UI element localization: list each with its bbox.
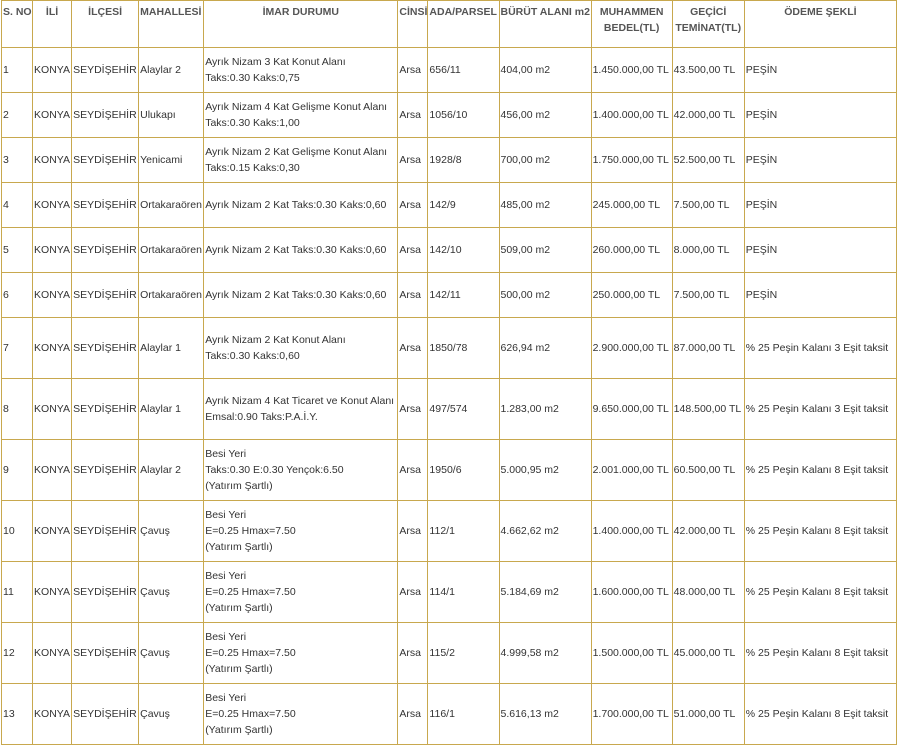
row-teminat: 43.500,00 TL bbox=[672, 48, 744, 93]
row-bedel: 260.000,00 TL bbox=[591, 228, 672, 273]
row-imar bbox=[204, 183, 398, 228]
row-ilce: SEYDİŞEHİR bbox=[72, 93, 139, 138]
col-sno: S. NO bbox=[2, 1, 33, 48]
row-odeme: PEŞİN bbox=[744, 183, 896, 228]
row-alan: 4.999,58 m2 bbox=[499, 623, 591, 684]
row-ada: 142/9 bbox=[428, 183, 499, 228]
row-ilce: SEYDİŞEHİR bbox=[72, 623, 139, 684]
row-mahalle: Çavuş bbox=[139, 684, 204, 745]
row-ilce: SEYDİŞEHİR bbox=[72, 562, 139, 623]
col-bedel bbox=[591, 1, 672, 48]
row-cins: Arsa bbox=[398, 379, 428, 440]
row-imar bbox=[204, 273, 398, 318]
imar-line: Besi Yeri bbox=[205, 631, 247, 643]
row-bedel: 1.400.000,00 TL bbox=[591, 93, 672, 138]
row-no: 7 bbox=[2, 318, 33, 379]
row-bedel: 250.000,00 TL bbox=[591, 273, 672, 318]
imar-line: Taks:0.15 Kaks:0,30 bbox=[205, 162, 300, 174]
row-ilce: SEYDİŞEHİR bbox=[72, 440, 139, 501]
row-il: KONYA bbox=[33, 138, 72, 183]
col-teminat-line2: TEMİNAT(TL) bbox=[675, 22, 742, 34]
imar-line: Besi Yeri bbox=[205, 448, 247, 460]
row-ada: 112/1 bbox=[428, 501, 499, 562]
row-ilce: SEYDİŞEHİR bbox=[72, 273, 139, 318]
row-ilce: SEYDİŞEHİR bbox=[72, 138, 139, 183]
imar-line: Ayrık Nizam 2 Kat Konut Alanı bbox=[205, 334, 346, 346]
row-odeme: % 25 Peşin Kalanı 3 Eşit taksit bbox=[744, 318, 896, 379]
row-no: 8 bbox=[2, 379, 33, 440]
row-odeme: % 25 Peşin Kalanı 3 Eşit taksit bbox=[744, 379, 896, 440]
col-ada: ADA/PARSEL bbox=[428, 1, 499, 48]
imar-line: Besi Yeri bbox=[205, 692, 247, 704]
row-teminat: 8.000,00 TL bbox=[672, 228, 744, 273]
imar-line: E=0.25 Hmax=7.50 bbox=[205, 647, 296, 659]
imar-line: (Yatırım Şartlı) bbox=[205, 663, 273, 675]
row-imar bbox=[204, 318, 398, 379]
table-row bbox=[2, 138, 897, 183]
imar-line: (Yatırım Şartlı) bbox=[205, 724, 273, 736]
row-ilce: SEYDİŞEHİR bbox=[72, 48, 139, 93]
row-teminat: 52.500,00 TL bbox=[672, 138, 744, 183]
table-row bbox=[2, 183, 897, 228]
row-cins: Arsa bbox=[398, 562, 428, 623]
imar-line: Taks:0.30 E:0.30 Yençok:6.50 bbox=[205, 464, 344, 476]
row-imar bbox=[204, 684, 398, 745]
col-imar: İMAR DURUMU bbox=[204, 1, 398, 48]
row-odeme: % 25 Peşin Kalanı 8 Eşit taksit bbox=[744, 684, 896, 745]
row-no: 9 bbox=[2, 440, 33, 501]
imar-line: Taks:0.30 Kaks:0,60 bbox=[205, 350, 300, 362]
row-ada: 142/11 bbox=[428, 273, 499, 318]
col-teminat-line1: GEÇİCİ bbox=[690, 6, 727, 18]
table-row bbox=[2, 93, 897, 138]
col-teminat bbox=[672, 1, 744, 48]
table-row bbox=[2, 562, 897, 623]
row-imar bbox=[204, 501, 398, 562]
row-mahalle: Alaylar 1 bbox=[139, 379, 204, 440]
col-alan: BÜRÜT ALANI m2 bbox=[499, 1, 591, 48]
imar-line: Besi Yeri bbox=[205, 570, 247, 582]
row-bedel: 1.500.000,00 TL bbox=[591, 623, 672, 684]
row-teminat: 51.000,00 TL bbox=[672, 684, 744, 745]
row-teminat: 42.000,00 TL bbox=[672, 501, 744, 562]
row-odeme: PEŞİN bbox=[744, 93, 896, 138]
row-alan: 509,00 m2 bbox=[499, 228, 591, 273]
row-ada: 1950/6 bbox=[428, 440, 499, 501]
row-mahalle: Yenicami bbox=[139, 138, 204, 183]
imar-line: E=0.25 Hmax=7.50 bbox=[205, 586, 296, 598]
row-odeme: PEŞİN bbox=[744, 138, 896, 183]
row-teminat: 7.500,00 TL bbox=[672, 273, 744, 318]
table-row bbox=[2, 684, 897, 745]
row-bedel: 1.600.000,00 TL bbox=[591, 562, 672, 623]
row-mahalle: Ortakaraören bbox=[139, 183, 204, 228]
row-cins: Arsa bbox=[398, 440, 428, 501]
row-no: 10 bbox=[2, 501, 33, 562]
row-alan: 500,00 m2 bbox=[499, 273, 591, 318]
row-il: KONYA bbox=[33, 684, 72, 745]
row-il: KONYA bbox=[33, 273, 72, 318]
imar-line: Ayrık Nizam 4 Kat Ticaret ve Konut Alanı bbox=[205, 395, 395, 407]
row-ilce: SEYDİŞEHİR bbox=[72, 379, 139, 440]
row-no: 4 bbox=[2, 183, 33, 228]
row-no: 1 bbox=[2, 48, 33, 93]
row-ada: 1850/78 bbox=[428, 318, 499, 379]
table-row bbox=[2, 501, 897, 562]
row-odeme: % 25 Peşin Kalanı 8 Eşit taksit bbox=[744, 440, 896, 501]
row-bedel: 1.700.000,00 TL bbox=[591, 684, 672, 745]
row-il: KONYA bbox=[33, 183, 72, 228]
row-cins: Arsa bbox=[398, 138, 428, 183]
col-bedel-line1: MUHAMMEN bbox=[599, 6, 664, 18]
row-il: KONYA bbox=[33, 562, 72, 623]
row-ada: 114/1 bbox=[428, 562, 499, 623]
row-odeme: % 25 Peşin Kalanı 8 Eşit taksit bbox=[744, 501, 896, 562]
col-bedel-line2: BEDEL(TL) bbox=[603, 22, 660, 34]
row-il: KONYA bbox=[33, 228, 72, 273]
row-odeme: % 25 Peşin Kalanı 8 Eşit taksit bbox=[744, 623, 896, 684]
table-row bbox=[2, 623, 897, 684]
row-mahalle: Ortakaraören bbox=[139, 228, 204, 273]
row-bedel: 2.900.000,00 TL bbox=[591, 318, 672, 379]
row-bedel: 245.000,00 TL bbox=[591, 183, 672, 228]
row-ada: 1056/10 bbox=[428, 93, 499, 138]
row-alan: 5.000,95 m2 bbox=[499, 440, 591, 501]
row-ilce: SEYDİŞEHİR bbox=[72, 228, 139, 273]
imar-line: Besi Yeri bbox=[205, 509, 247, 521]
row-teminat: 87.000,00 TL bbox=[672, 318, 744, 379]
row-mahalle: Ulukapı bbox=[139, 93, 204, 138]
row-no: 13 bbox=[2, 684, 33, 745]
table-row bbox=[2, 48, 897, 93]
row-cins: Arsa bbox=[398, 501, 428, 562]
table-row bbox=[2, 228, 897, 273]
col-ilce: İLÇESİ bbox=[72, 1, 139, 48]
row-ada: 497/574 bbox=[428, 379, 499, 440]
row-teminat: 42.000,00 TL bbox=[672, 93, 744, 138]
imar-line: Emsal:0.90 Taks:P.A.İ.Y. bbox=[205, 411, 318, 423]
row-no: 12 bbox=[2, 623, 33, 684]
imar-line: Ayrık Nizam 2 Kat Taks:0.30 Kaks:0,60 bbox=[205, 199, 387, 211]
row-cins: Arsa bbox=[398, 48, 428, 93]
row-imar bbox=[204, 379, 398, 440]
imar-line: (Yatırım Şartlı) bbox=[205, 480, 273, 492]
imar-line: (Yatırım Şartlı) bbox=[205, 602, 273, 614]
imar-line: Taks:0.30 Kaks:1,00 bbox=[205, 117, 300, 129]
row-no: 11 bbox=[2, 562, 33, 623]
row-odeme: PEŞİN bbox=[744, 48, 896, 93]
row-no: 6 bbox=[2, 273, 33, 318]
row-odeme: PEŞİN bbox=[744, 228, 896, 273]
row-ada: 115/2 bbox=[428, 623, 499, 684]
row-mahalle: Ortakaraören bbox=[139, 273, 204, 318]
row-teminat: 7.500,00 TL bbox=[672, 183, 744, 228]
row-ada: 656/11 bbox=[428, 48, 499, 93]
parcel-table bbox=[1, 0, 897, 745]
row-bedel: 2.001.000,00 TL bbox=[591, 440, 672, 501]
row-bedel: 9.650.000,00 TL bbox=[591, 379, 672, 440]
row-alan: 700,00 m2 bbox=[499, 138, 591, 183]
row-ada: 1928/8 bbox=[428, 138, 499, 183]
row-teminat: 45.000,00 TL bbox=[672, 623, 744, 684]
imar-line: Taks:0.30 Kaks:0,75 bbox=[205, 72, 300, 84]
row-alan: 5.616,13 m2 bbox=[499, 684, 591, 745]
row-odeme: PEŞİN bbox=[744, 273, 896, 318]
imar-line: Ayrık Nizam 2 Kat Taks:0.30 Kaks:0,60 bbox=[205, 244, 387, 256]
row-alan: 456,00 m2 bbox=[499, 93, 591, 138]
row-teminat: 148.500,00 TL bbox=[672, 379, 744, 440]
row-il: KONYA bbox=[33, 48, 72, 93]
table-row bbox=[2, 273, 897, 318]
row-imar bbox=[204, 440, 398, 501]
row-alan: 626,94 m2 bbox=[499, 318, 591, 379]
row-cins: Arsa bbox=[398, 93, 428, 138]
row-mahalle: Çavuş bbox=[139, 623, 204, 684]
row-imar bbox=[204, 93, 398, 138]
row-odeme: % 25 Peşin Kalanı 8 Eşit taksit bbox=[744, 562, 896, 623]
row-il: KONYA bbox=[33, 379, 72, 440]
row-imar bbox=[204, 138, 398, 183]
row-alan: 1.283,00 m2 bbox=[499, 379, 591, 440]
table-row bbox=[2, 379, 897, 440]
imar-line: Ayrık Nizam 2 Kat Gelişme Konut Alanı bbox=[205, 146, 388, 158]
row-ilce: SEYDİŞEHİR bbox=[72, 318, 139, 379]
row-no: 3 bbox=[2, 138, 33, 183]
row-cins: Arsa bbox=[398, 273, 428, 318]
row-cins: Arsa bbox=[398, 228, 428, 273]
col-il: İLİ bbox=[33, 1, 72, 48]
row-no: 5 bbox=[2, 228, 33, 273]
row-teminat: 48.000,00 TL bbox=[672, 562, 744, 623]
row-il: KONYA bbox=[33, 93, 72, 138]
row-imar bbox=[204, 623, 398, 684]
imar-line: Ayrık Nizam 3 Kat Konut Alanı bbox=[205, 56, 346, 68]
table-body bbox=[2, 48, 897, 745]
row-imar bbox=[204, 562, 398, 623]
col-odeme: ÖDEME ŞEKLİ bbox=[744, 1, 896, 48]
row-mahalle: Alaylar 2 bbox=[139, 440, 204, 501]
row-imar bbox=[204, 228, 398, 273]
row-bedel: 1.450.000,00 TL bbox=[591, 48, 672, 93]
row-mahalle: Çavuş bbox=[139, 562, 204, 623]
imar-line: (Yatırım Şartlı) bbox=[205, 541, 273, 553]
row-ilce: SEYDİŞEHİR bbox=[72, 684, 139, 745]
row-cins: Arsa bbox=[398, 318, 428, 379]
table-row bbox=[2, 440, 897, 501]
row-alan: 5.184,69 m2 bbox=[499, 562, 591, 623]
imar-line: E=0.25 Hmax=7.50 bbox=[205, 708, 296, 720]
row-teminat: 60.500,00 TL bbox=[672, 440, 744, 501]
table-header bbox=[2, 1, 897, 48]
imar-line: Ayrık Nizam 4 Kat Gelişme Konut Alanı bbox=[205, 101, 388, 113]
row-no: 2 bbox=[2, 93, 33, 138]
row-il: KONYA bbox=[33, 623, 72, 684]
row-alan: 485,00 m2 bbox=[499, 183, 591, 228]
row-imar bbox=[204, 48, 398, 93]
row-ada: 116/1 bbox=[428, 684, 499, 745]
row-il: KONYA bbox=[33, 318, 72, 379]
col-cins: CİNSİ bbox=[398, 1, 428, 48]
row-ilce: SEYDİŞEHİR bbox=[72, 183, 139, 228]
imar-line: Ayrık Nizam 2 Kat Taks:0.30 Kaks:0,60 bbox=[205, 289, 387, 301]
row-bedel: 1.400.000,00 TL bbox=[591, 501, 672, 562]
row-cins: Arsa bbox=[398, 684, 428, 745]
row-alan: 4.662,62 m2 bbox=[499, 501, 591, 562]
row-cins: Arsa bbox=[398, 623, 428, 684]
row-alan: 404,00 m2 bbox=[499, 48, 591, 93]
row-bedel: 1.750.000,00 TL bbox=[591, 138, 672, 183]
row-il: KONYA bbox=[33, 440, 72, 501]
row-ilce: SEYDİŞEHİR bbox=[72, 501, 139, 562]
row-mahalle: Alaylar 2 bbox=[139, 48, 204, 93]
table-row bbox=[2, 318, 897, 379]
row-mahalle: Alaylar 1 bbox=[139, 318, 204, 379]
row-ada: 142/10 bbox=[428, 228, 499, 273]
imar-line: E=0.25 Hmax=7.50 bbox=[205, 525, 296, 537]
col-mahalle: MAHALLESİ bbox=[139, 1, 204, 48]
row-mahalle: Çavuş bbox=[139, 501, 204, 562]
row-cins: Arsa bbox=[398, 183, 428, 228]
row-il: KONYA bbox=[33, 501, 72, 562]
